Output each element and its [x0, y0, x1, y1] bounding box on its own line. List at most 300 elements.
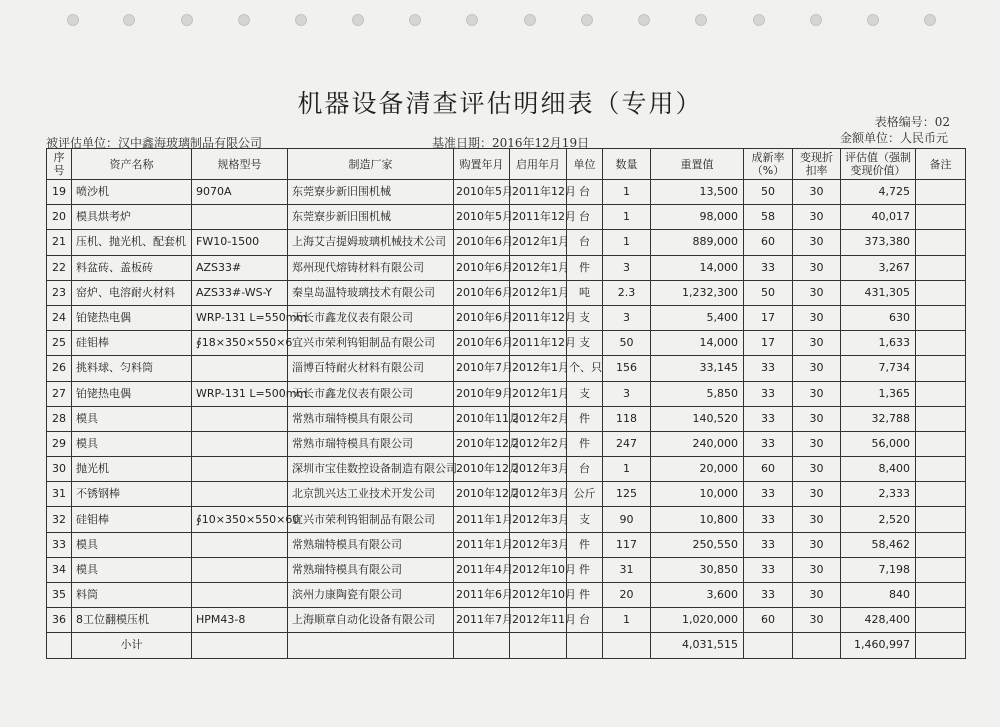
- cell-use: 2012年3月: [510, 482, 567, 507]
- subtotal-row: [47, 633, 966, 658]
- table-row: [47, 305, 966, 330]
- cell-appraised: 8,400: [841, 457, 916, 482]
- cell-name: 不锈钢棒: [72, 482, 192, 507]
- table-row: [47, 205, 966, 230]
- cell-unit: 支: [567, 381, 603, 406]
- cell-maker: 常熟市瑞特模具有限公司: [288, 431, 454, 456]
- cell-newness: 50: [744, 180, 793, 205]
- cell-unit: 件: [567, 557, 603, 582]
- cell-model: ∮18×350×550×6: [192, 331, 288, 356]
- cell-appraised: 56,000: [841, 431, 916, 456]
- table-row: [47, 381, 966, 406]
- cell-seq: 23: [47, 280, 72, 305]
- table-row: [47, 356, 966, 381]
- cell-unit: 台: [567, 457, 603, 482]
- cell-name: 硅钼棒: [72, 507, 192, 532]
- cell-name: 料盆砖、盖板砖: [72, 255, 192, 280]
- cell-qty: 118: [603, 406, 651, 431]
- punch-hole: [867, 14, 879, 26]
- cell-maker: 淄博百特耐火材料有限公司: [288, 356, 454, 381]
- cell-remark: [916, 406, 966, 431]
- cell-value: 1,020,000: [651, 608, 744, 633]
- cell-unit: 个、只: [567, 356, 603, 381]
- cell-remark: [916, 608, 966, 633]
- cell-maker: 常熟瑞特模具有限公司: [288, 557, 454, 582]
- cell-unit: 台: [567, 180, 603, 205]
- cell-unit: 件: [567, 255, 603, 280]
- cell-name: 铂铑热电偶: [72, 381, 192, 406]
- cell-maker: 北京凯兴达工业技术开发公司: [288, 482, 454, 507]
- cell-use: 2012年2月: [510, 406, 567, 431]
- cell-model: 9070A: [192, 180, 288, 205]
- cell-remark: [916, 381, 966, 406]
- cell-appraised: 7,734: [841, 356, 916, 381]
- cell-remark: [916, 305, 966, 330]
- cell-qty: 50: [603, 331, 651, 356]
- cell-remark: [916, 280, 966, 305]
- cell-buy: 2010年6月: [454, 230, 510, 255]
- cell-buy: 2010年6月: [454, 331, 510, 356]
- cell-seq: 21: [47, 230, 72, 255]
- cell-newness: 17: [744, 305, 793, 330]
- cell-newness: 33: [744, 507, 793, 532]
- punch-hole: [409, 14, 421, 26]
- col-buy-date: 购置年月: [454, 149, 510, 180]
- cell-maker: 秦皇岛温特玻璃技术有限公司: [288, 280, 454, 305]
- cell-newness: 58: [744, 205, 793, 230]
- cell-appraised: 2,333: [841, 482, 916, 507]
- table-row: [47, 280, 966, 305]
- cell-discount: 30: [793, 608, 841, 633]
- col-name: 资产名称: [72, 149, 192, 180]
- cell-value: 3,600: [651, 583, 744, 608]
- cell-remark: [916, 583, 966, 608]
- cell-maker: 天长市鑫龙仪表有限公司: [288, 305, 454, 330]
- cell-value: 5,400: [651, 305, 744, 330]
- cell-value: 10,800: [651, 507, 744, 532]
- cell-remark: [916, 431, 966, 456]
- cell-qty: 31: [603, 557, 651, 582]
- table-row: [47, 507, 966, 532]
- cell-appraised: 1,365: [841, 381, 916, 406]
- col-discount: 变现折扣率: [793, 149, 841, 180]
- cell-seq: 34: [47, 557, 72, 582]
- cell-buy: 2010年5月: [454, 205, 510, 230]
- cell-model: AZS33#-WS-Y: [192, 280, 288, 305]
- cell-model: WRP-131 L=550mm: [192, 305, 288, 330]
- cell-maker: 上海顺章自动化设备有限公司: [288, 608, 454, 633]
- cell-maker: 常熟瑞特模具有限公司: [288, 532, 454, 557]
- cell-maker: 郑州现代熔铸材料有限公司: [288, 255, 454, 280]
- col-replace-value: 重置值: [651, 149, 744, 180]
- cell-seq: 22: [47, 255, 72, 280]
- cell-value: 1,232,300: [651, 280, 744, 305]
- cell-model: [192, 557, 288, 582]
- cell-buy: 2010年12月: [454, 431, 510, 456]
- punch-hole: [123, 14, 135, 26]
- cell-value: 250,550: [651, 532, 744, 557]
- cell-name: 料筒: [72, 583, 192, 608]
- cell-qty: 156: [603, 356, 651, 381]
- cell-name: 模具烘考炉: [72, 205, 192, 230]
- table-row: [47, 180, 966, 205]
- cell-buy: 2010年6月: [454, 255, 510, 280]
- cell-use: 2012年1月: [510, 280, 567, 305]
- col-qty: 数量: [603, 149, 651, 180]
- cell-maker: 天长市鑫龙仪表有限公司: [288, 381, 454, 406]
- cell-appraised: 4,725: [841, 180, 916, 205]
- cell-qty: 3: [603, 255, 651, 280]
- cell-maker: [288, 633, 454, 658]
- subtotal-label: 小计: [72, 633, 192, 658]
- cell-qty: [603, 633, 651, 658]
- cell-qty: 90: [603, 507, 651, 532]
- cell-model: [192, 356, 288, 381]
- cell-discount: [793, 633, 841, 658]
- cell-unit: 件: [567, 406, 603, 431]
- cell-seq: 25: [47, 331, 72, 356]
- cell-use: 2012年3月: [510, 532, 567, 557]
- col-appraised: 评估值（强制变现价值）: [841, 149, 916, 180]
- cell-qty: 247: [603, 431, 651, 456]
- cell-newness: 33: [744, 255, 793, 280]
- table-row: [47, 583, 966, 608]
- cell-remark: [916, 356, 966, 381]
- cell-model: WRP-131 L=500mm: [192, 381, 288, 406]
- cell-model: [192, 406, 288, 431]
- cell-discount: 30: [793, 557, 841, 582]
- cell-unit: 台: [567, 230, 603, 255]
- table-row: [47, 255, 966, 280]
- cell-maker: 滨州力康陶瓷有限公司: [288, 583, 454, 608]
- cell-unit: [567, 633, 603, 658]
- cell-maker: 宜兴市荣利钨钼制品有限公司: [288, 507, 454, 532]
- cell-seq: 32: [47, 507, 72, 532]
- cell-newness: 33: [744, 583, 793, 608]
- cell-use: 2012年3月: [510, 507, 567, 532]
- table-row: [47, 482, 966, 507]
- table-row: [47, 406, 966, 431]
- cell-remark: [916, 255, 966, 280]
- cell-use: 2012年10月: [510, 557, 567, 582]
- cell-value: 30,850: [651, 557, 744, 582]
- punch-hole: [466, 14, 478, 26]
- cell-discount: 30: [793, 482, 841, 507]
- cell-seq: 30: [47, 457, 72, 482]
- cell-use: 2012年1月: [510, 230, 567, 255]
- cell-value: 889,000: [651, 230, 744, 255]
- cell-maker: 东莞寮步新旧围机械: [288, 205, 454, 230]
- cell-appraised: 630: [841, 305, 916, 330]
- cell-discount: 30: [793, 356, 841, 381]
- cell-value: 14,000: [651, 331, 744, 356]
- cell-model: AZS33#: [192, 255, 288, 280]
- col-use-date: 启用年月: [510, 149, 567, 180]
- cell-remark: [916, 457, 966, 482]
- cell-appraised: 7,198: [841, 557, 916, 582]
- cell-discount: 30: [793, 532, 841, 557]
- cell-qty: 1: [603, 608, 651, 633]
- cell-unit: 支: [567, 331, 603, 356]
- cell-appraised: 2,520: [841, 507, 916, 532]
- cell-newness: 33: [744, 356, 793, 381]
- cell-newness: 60: [744, 608, 793, 633]
- cell-seq: 19: [47, 180, 72, 205]
- cell-buy: 2011年4月: [454, 557, 510, 582]
- cell-newness: 33: [744, 557, 793, 582]
- cell-appraised: 58,462: [841, 532, 916, 557]
- punch-hole: [924, 14, 936, 26]
- cell-newness: 50: [744, 280, 793, 305]
- cell-seq: 35: [47, 583, 72, 608]
- cell-model: [192, 583, 288, 608]
- cell-buy: [454, 633, 510, 658]
- cell-seq: [47, 633, 72, 658]
- cell-newness: 33: [744, 532, 793, 557]
- cell-newness: 33: [744, 482, 793, 507]
- cell-qty: 3: [603, 305, 651, 330]
- punch-hole: [181, 14, 193, 26]
- punch-hole: [753, 14, 765, 26]
- col-maker: 制造厂家: [288, 149, 454, 180]
- cell-value: 5,850: [651, 381, 744, 406]
- cell-seq: 33: [47, 532, 72, 557]
- cell-unit: 台: [567, 608, 603, 633]
- cell-unit: 件: [567, 431, 603, 456]
- cell-remark: [916, 633, 966, 658]
- cell-model: [192, 205, 288, 230]
- cell-model: [192, 532, 288, 557]
- cell-remark: [916, 331, 966, 356]
- cell-qty: 1: [603, 457, 651, 482]
- cell-buy: 2010年11月: [454, 406, 510, 431]
- col-remark: 备注: [916, 149, 966, 180]
- cell-appraised: 1,633: [841, 331, 916, 356]
- cell-discount: 30: [793, 507, 841, 532]
- cell-buy: 2010年12月: [454, 482, 510, 507]
- cell-remark: [916, 507, 966, 532]
- punch-hole: [695, 14, 707, 26]
- form-number: 表格编号：02: [874, 115, 950, 129]
- cell-newness: 60: [744, 230, 793, 255]
- cell-use: 2012年3月: [510, 457, 567, 482]
- entity-label: 被评估单位：汉中鑫海玻璃制品有限公司: [46, 136, 263, 150]
- table-row: [47, 608, 966, 633]
- cell-buy: 2011年1月: [454, 532, 510, 557]
- cell-use: 2012年10月: [510, 583, 567, 608]
- table-row: [47, 557, 966, 582]
- cell-seq: 27: [47, 381, 72, 406]
- cell-qty: 1: [603, 205, 651, 230]
- cell-seq: 24: [47, 305, 72, 330]
- cell-name: 模具: [72, 557, 192, 582]
- cell-buy: 2010年6月: [454, 280, 510, 305]
- cell-name: 铂铑热电偶: [72, 305, 192, 330]
- cell-unit: 公斤: [567, 482, 603, 507]
- cell-name: 窑炉、电溶耐火材料: [72, 280, 192, 305]
- table-row: [47, 431, 966, 456]
- col-unit: 单位: [567, 149, 603, 180]
- cell-buy: 2011年1月: [454, 507, 510, 532]
- cell-unit: 支: [567, 507, 603, 532]
- cell-unit: 吨: [567, 280, 603, 305]
- cell-remark: [916, 180, 966, 205]
- cell-use: [510, 633, 567, 658]
- cell-newness: 17: [744, 331, 793, 356]
- punch-hole: [295, 14, 307, 26]
- table-header-row: [47, 149, 966, 180]
- cell-name: 8工位翻模压机: [72, 608, 192, 633]
- cell-discount: 30: [793, 280, 841, 305]
- punch-hole: [581, 14, 593, 26]
- cell-value: 20,000: [651, 457, 744, 482]
- cell-newness: 33: [744, 381, 793, 406]
- punch-hole: [352, 14, 364, 26]
- cell-use: 2012年2月: [510, 431, 567, 456]
- cell-buy: 2010年6月: [454, 305, 510, 330]
- cell-discount: 30: [793, 305, 841, 330]
- cell-use: 2012年11月: [510, 608, 567, 633]
- cell-buy: 2010年5月: [454, 180, 510, 205]
- cell-discount: 30: [793, 406, 841, 431]
- cell-model: ∮10×350×550×60: [192, 507, 288, 532]
- cell-discount: 30: [793, 583, 841, 608]
- base-date: 基准日期：2016年12月19日: [432, 136, 590, 150]
- cell-maker: 上海艾吉提姆玻璃机械技术公司: [288, 230, 454, 255]
- cell-name: 喷沙机: [72, 180, 192, 205]
- currency-unit: 金额单位：人民币元: [839, 131, 948, 145]
- cell-seq: 20: [47, 205, 72, 230]
- cell-qty: 1: [603, 230, 651, 255]
- cell-value: 240,000: [651, 431, 744, 456]
- subtotal-value: 4,031,515: [651, 633, 744, 658]
- cell-newness: 33: [744, 431, 793, 456]
- cell-appraised: 40,017: [841, 205, 916, 230]
- punch-hole: [67, 14, 79, 26]
- punch-holes: [0, 0, 1000, 30]
- cell-buy: 2010年12月: [454, 457, 510, 482]
- asset-table: [46, 148, 966, 659]
- cell-name: 模具: [72, 406, 192, 431]
- cell-discount: 30: [793, 205, 841, 230]
- cell-use: 2011年12月: [510, 331, 567, 356]
- cell-seq: 36: [47, 608, 72, 633]
- cell-buy: 2010年7月: [454, 356, 510, 381]
- cell-discount: 30: [793, 230, 841, 255]
- cell-value: 140,520: [651, 406, 744, 431]
- cell-name: 抛光机: [72, 457, 192, 482]
- cell-maker: 深圳市宝佳数控设备制造有限公司: [288, 457, 454, 482]
- cell-maker: 常熟市瑞特模具有限公司: [288, 406, 454, 431]
- cell-name: 压机、抛光机、配套机: [72, 230, 192, 255]
- cell-value: 14,000: [651, 255, 744, 280]
- cell-discount: 30: [793, 180, 841, 205]
- cell-discount: 30: [793, 457, 841, 482]
- cell-unit: 件: [567, 583, 603, 608]
- cell-buy: 2010年9月: [454, 381, 510, 406]
- table-row: [47, 457, 966, 482]
- cell-qty: 2.3: [603, 280, 651, 305]
- cell-use: 2011年12月: [510, 180, 567, 205]
- cell-appraised: 32,788: [841, 406, 916, 431]
- cell-remark: [916, 557, 966, 582]
- cell-unit: 支: [567, 305, 603, 330]
- cell-value: 13,500: [651, 180, 744, 205]
- col-newness: 成新率（%）: [744, 149, 793, 180]
- punch-hole: [524, 14, 536, 26]
- subtotal-appraised: 1,460,997: [841, 633, 916, 658]
- cell-value: 98,000: [651, 205, 744, 230]
- cell-appraised: 431,305: [841, 280, 916, 305]
- table-row: [47, 532, 966, 557]
- cell-seq: 28: [47, 406, 72, 431]
- col-seq: 序号: [47, 149, 72, 180]
- cell-model: [192, 457, 288, 482]
- cell-use: 2012年1月: [510, 356, 567, 381]
- col-model: 规格型号: [192, 149, 288, 180]
- cell-use: 2012年1月: [510, 381, 567, 406]
- cell-qty: 20: [603, 583, 651, 608]
- cell-unit: 台: [567, 205, 603, 230]
- cell-appraised: 840: [841, 583, 916, 608]
- cell-model: [192, 482, 288, 507]
- cell-remark: [916, 532, 966, 557]
- cell-seq: 26: [47, 356, 72, 381]
- cell-name: 硅钼棒: [72, 331, 192, 356]
- cell-qty: 117: [603, 532, 651, 557]
- cell-value: 33,145: [651, 356, 744, 381]
- cell-appraised: 428,400: [841, 608, 916, 633]
- cell-appraised: 3,267: [841, 255, 916, 280]
- cell-qty: 1: [603, 180, 651, 205]
- cell-discount: 30: [793, 381, 841, 406]
- cell-model: HPM43-8: [192, 608, 288, 633]
- cell-seq: 29: [47, 431, 72, 456]
- cell-unit: 件: [567, 532, 603, 557]
- cell-maker: 东莞寮步新旧围机械: [288, 180, 454, 205]
- table-row: [47, 331, 966, 356]
- cell-appraised: 373,380: [841, 230, 916, 255]
- cell-discount: 30: [793, 431, 841, 456]
- cell-model: [192, 431, 288, 456]
- punch-hole: [638, 14, 650, 26]
- cell-newness: 33: [744, 406, 793, 431]
- cell-qty: 125: [603, 482, 651, 507]
- cell-use: 2011年12月: [510, 305, 567, 330]
- cell-use: 2011年12月: [510, 205, 567, 230]
- cell-remark: [916, 205, 966, 230]
- cell-discount: 30: [793, 255, 841, 280]
- cell-newness: 60: [744, 457, 793, 482]
- cell-buy: 2011年7月: [454, 608, 510, 633]
- cell-maker: 宜兴市荣利钨钼制品有限公司: [288, 331, 454, 356]
- cell-buy: 2011年6月: [454, 583, 510, 608]
- cell-qty: 3: [603, 381, 651, 406]
- cell-model: [192, 633, 288, 658]
- cell-discount: 30: [793, 331, 841, 356]
- cell-use: 2012年1月: [510, 255, 567, 280]
- cell-remark: [916, 482, 966, 507]
- cell-name: 模具: [72, 532, 192, 557]
- cell-remark: [916, 230, 966, 255]
- table-row: [47, 230, 966, 255]
- punch-hole: [238, 14, 250, 26]
- cell-model: FW10-1500: [192, 230, 288, 255]
- cell-newness: [744, 633, 793, 658]
- cell-seq: 31: [47, 482, 72, 507]
- punch-hole: [810, 14, 822, 26]
- cell-name: 模具: [72, 431, 192, 456]
